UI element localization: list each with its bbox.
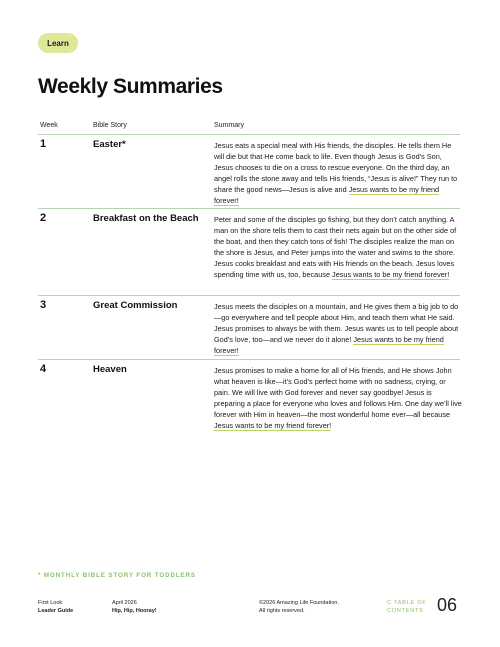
summary-highlight: Jesus wants to be my friend forever! — [332, 270, 450, 279]
summary-body: Jesus meets the disciples on a mountain, and He gives them a big job to do—go everywhere and tell people about Him, and teach them what He said. Jesus promises to always be with them. Jesus wants us to tell people about God’s love, too—and we never do it alone! — [214, 302, 459, 344]
week-number: 3 — [40, 299, 47, 311]
week-number: 1 — [40, 138, 47, 150]
page-number: 06 — [437, 595, 458, 615]
summary-body: Jesus promises to make a home for all of His friends, and He shows John what heaven is like—it’s God’s perfect home with no sadness, crying, or pain. We will live with God forever and never say goodbye! Jesus is preparing a place for everyone who loves and follows Him. One day we’ll live forever with Him in heaven—the most wonderful home ever—all because — [214, 366, 462, 419]
table-of-contents-link[interactable] — [387, 599, 427, 615]
footnote: * MONTHLY BIBLE STORY FOR TODDLERS — [38, 572, 196, 579]
column-header-summary: Summary — [214, 122, 244, 129]
summary-text — [214, 365, 462, 431]
column-header-week: Week — [40, 122, 58, 129]
week-number: 4 — [40, 363, 47, 375]
section-tag: Learn — [38, 33, 78, 53]
summary-highlight: Jesus wants to be my friend forever! — [214, 421, 332, 430]
summary-highlight: Jesus wants to be my friend forever! — [214, 185, 440, 205]
summary-body: Jesus eats a special meal with His friends, the disciples. He tells them He will die but that He come back to life. Even though Jesus is God’s Son, Jesus chooses to die on a cross to rescue everyone. On the third day, an angel rolls the stone away and tells His friends, “Jesus is alive!” They run to share the good news—Jesus is alive and — [214, 141, 458, 194]
page-title: Weekly Summaries — [38, 75, 223, 98]
column-header-bible-story: Bible Story — [93, 122, 127, 129]
footer-date: April 2026 — [112, 600, 137, 606]
week-number: 2 — [40, 212, 47, 224]
toc-line1: C TABLE OF — [387, 600, 427, 606]
summary-highlight: Jesus wants to be my friend forever! — [214, 335, 444, 355]
bible-story-title: Breakfast on the Beach — [93, 213, 199, 224]
footer-series: Hip, Hip, Hooray! — [112, 607, 157, 614]
footer-copyright-line1: ©2026 Amazing Life Foundation. — [259, 600, 339, 606]
row-divider — [38, 359, 460, 360]
bible-story-title: Great Commission — [93, 300, 178, 311]
row-divider — [38, 295, 460, 296]
footer-copyright — [259, 600, 339, 615]
footer-brand-line2: Leader Guide — [38, 607, 74, 614]
row-divider — [38, 134, 460, 135]
bible-story-title: Easter* — [93, 139, 126, 150]
footer-brand — [38, 600, 73, 615]
footer-issue — [112, 600, 157, 615]
summary-text — [214, 214, 462, 280]
summary-text — [214, 301, 462, 356]
bible-story-title: Heaven — [93, 364, 127, 375]
summary-body: Peter and some of the disciples go fishing, but they don’t catch anything. A man on the shore tells them to cast their nets again but on the other side of the boat, and then they catch tons of fish! The disciples realize the man on the shore is Jesus, and Peter jumps into the water and swims to the shore. Jesus cooks breakfast and eats with His friends on the beach. Jesus loves spending time with us, too, because — [214, 215, 457, 279]
footer-brand-line1: First Look — [38, 600, 63, 606]
summary-text — [214, 140, 462, 206]
row-divider — [38, 208, 460, 209]
footer-copyright-line2: All rights reserved. — [259, 607, 305, 614]
toc-line2: CONTENTS — [387, 608, 424, 614]
